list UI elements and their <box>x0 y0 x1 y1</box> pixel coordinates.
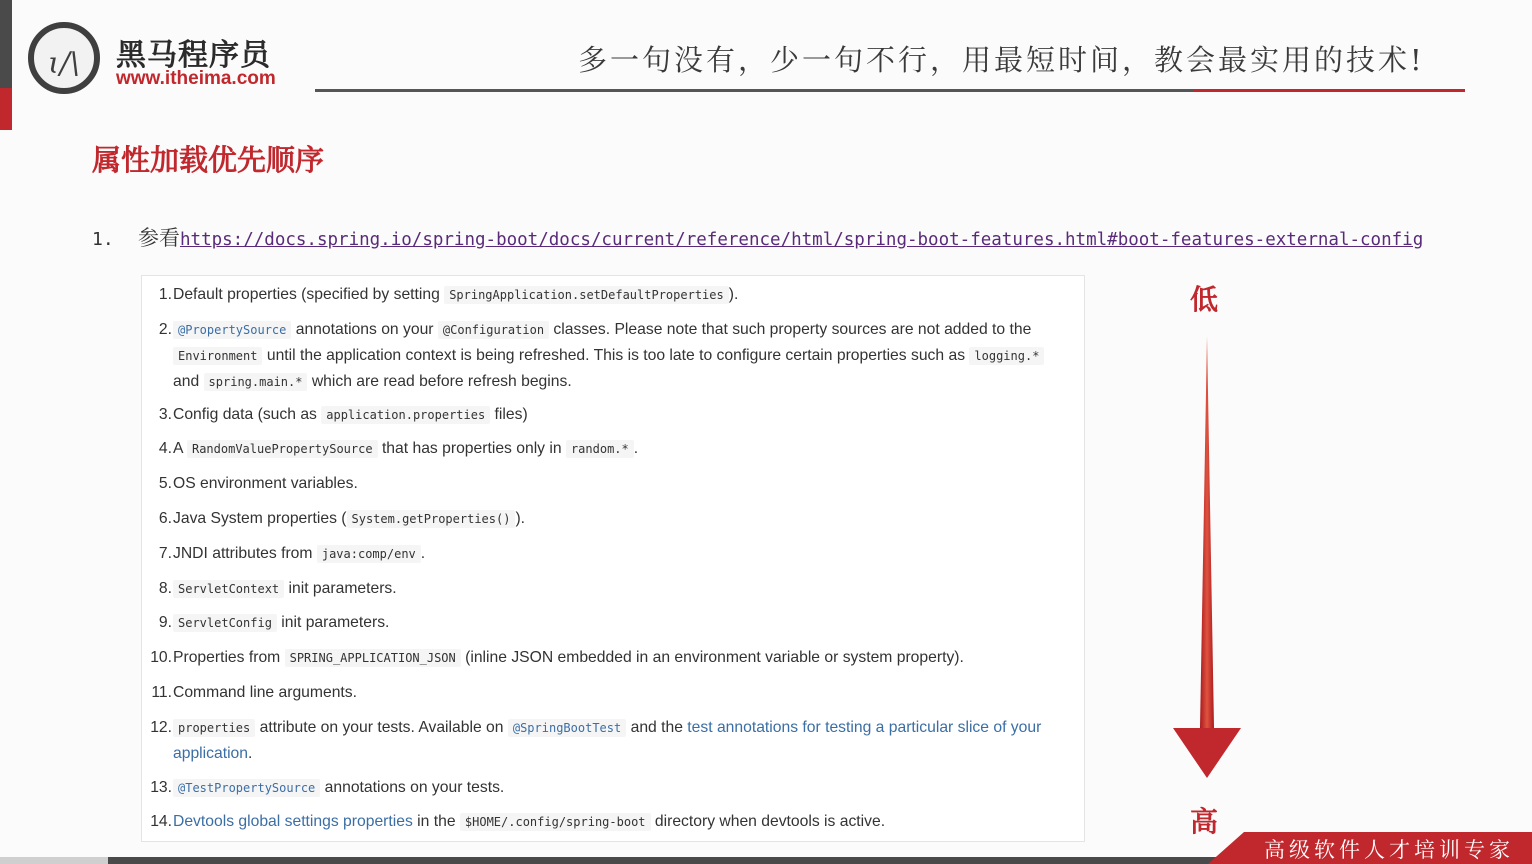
list-item: 9. ServletConfig init parameters. <box>158 614 390 631</box>
code-inline: @Configuration <box>438 321 549 339</box>
reference-number: 1. <box>92 229 114 250</box>
list-item: 3. Config data (such as application.properties files) <box>158 406 528 423</box>
logo <box>28 18 298 98</box>
code-inline: random.* <box>566 440 634 458</box>
section-title: 属性加载优先顺序 <box>92 143 325 177</box>
list-item: 5. OS environment variables. <box>158 475 358 492</box>
logo-name: 黑马程序员 <box>116 38 271 73</box>
list-item: 8. ServletContext init parameters. <box>158 580 397 597</box>
list-item: 6. Java System properties ( System.getProperties() ). <box>158 510 526 527</box>
priority-high-label: 高 <box>1190 805 1219 838</box>
slogan: 多一句没有，少一句不行，用最短时间，教会最实用的技术! <box>578 43 1425 77</box>
code-inline: logging.* <box>969 347 1044 365</box>
logo-url: www.itheima.com <box>116 68 276 89</box>
footer-bar-light <box>0 857 108 864</box>
list-item: 10. Properties from SPRING_APPLICATION_JSON (inline JSON embedded in an environment variable or system property). <box>150 649 964 666</box>
logo-emblem-glyph: ɩ/\ <box>48 46 80 81</box>
left-accent-bar-red <box>0 88 12 130</box>
priority-arrow-icon <box>1166 330 1248 790</box>
code-inline: spring.main.* <box>204 373 308 391</box>
left-accent-bar <box>0 0 12 88</box>
code-link[interactable]: @TestPropertySource <box>173 779 320 797</box>
list-item: 2. @PropertySource annotations on your @Configuration classes. Please note that such property sources are not added to the Environment until the application context is being refreshed. This is too late to configure certain properties such as logging.* and spring.main.* which are read before refresh begins. <box>142 317 1078 395</box>
code-link[interactable]: @SpringBootTest <box>508 719 626 737</box>
list-item: 12. properties attribute on your tests. Available on @SpringBootTest and the test annotations for testing a particular slice of your application. <box>150 719 1042 762</box>
code-inline: java:comp/env <box>317 545 421 563</box>
list-item: 4. A RandomValuePropertySource that has properties only in random.* . <box>158 440 639 457</box>
header-divider-accent <box>1193 89 1465 92</box>
list-item: 11. Command line arguments. <box>151 684 357 701</box>
list-item: 7. JNDI attributes from java:comp/env . <box>158 545 426 562</box>
reference-link[interactable]: https://docs.spring.io/spring-boot/docs/current/reference/html/spring-boot-features.html#boot-features-external-config <box>180 230 1424 250</box>
code-link[interactable]: @PropertySource <box>173 321 291 339</box>
list-item: 14. Devtools global settings properties in the $HOME/.config/spring-boot directory when devtools is active. <box>150 813 886 830</box>
list-item: 13. @TestPropertySource annotations on your tests. <box>150 779 505 796</box>
reference-line <box>92 222 1423 252</box>
priority-low-label: 低 <box>1190 283 1219 316</box>
header-divider <box>315 89 1193 92</box>
footer-badge-text: 高级软件人才培训专家 <box>1264 838 1514 862</box>
property-order-list-panel <box>141 275 1085 842</box>
code-inline: Environment <box>173 347 262 365</box>
list-item: 1. Default properties (specified by setting SpringApplication.setDefaultProperties ). <box>158 286 739 303</box>
code-inline: SpringApplication.setDefaultProperties <box>444 286 729 304</box>
code-inline: application.properties <box>321 406 490 424</box>
reference-prefix: 参看 <box>138 226 180 250</box>
code-inline: SPRING_APPLICATION_JSON <box>285 649 461 667</box>
code-inline: $HOME/.config/spring-boot <box>460 813 651 831</box>
code-inline: ServletConfig <box>173 614 277 632</box>
logo-emblem-icon <box>28 22 100 94</box>
doc-link[interactable]: Devtools global settings properties <box>173 813 413 830</box>
code-inline: System.getProperties() <box>347 510 516 528</box>
code-inline: ServletContext <box>173 580 284 598</box>
doc-link[interactable]: test annotations for testing a particular slice of your application <box>173 719 1042 762</box>
code-inline: RandomValuePropertySource <box>187 440 378 458</box>
code-inline: properties <box>173 719 255 737</box>
